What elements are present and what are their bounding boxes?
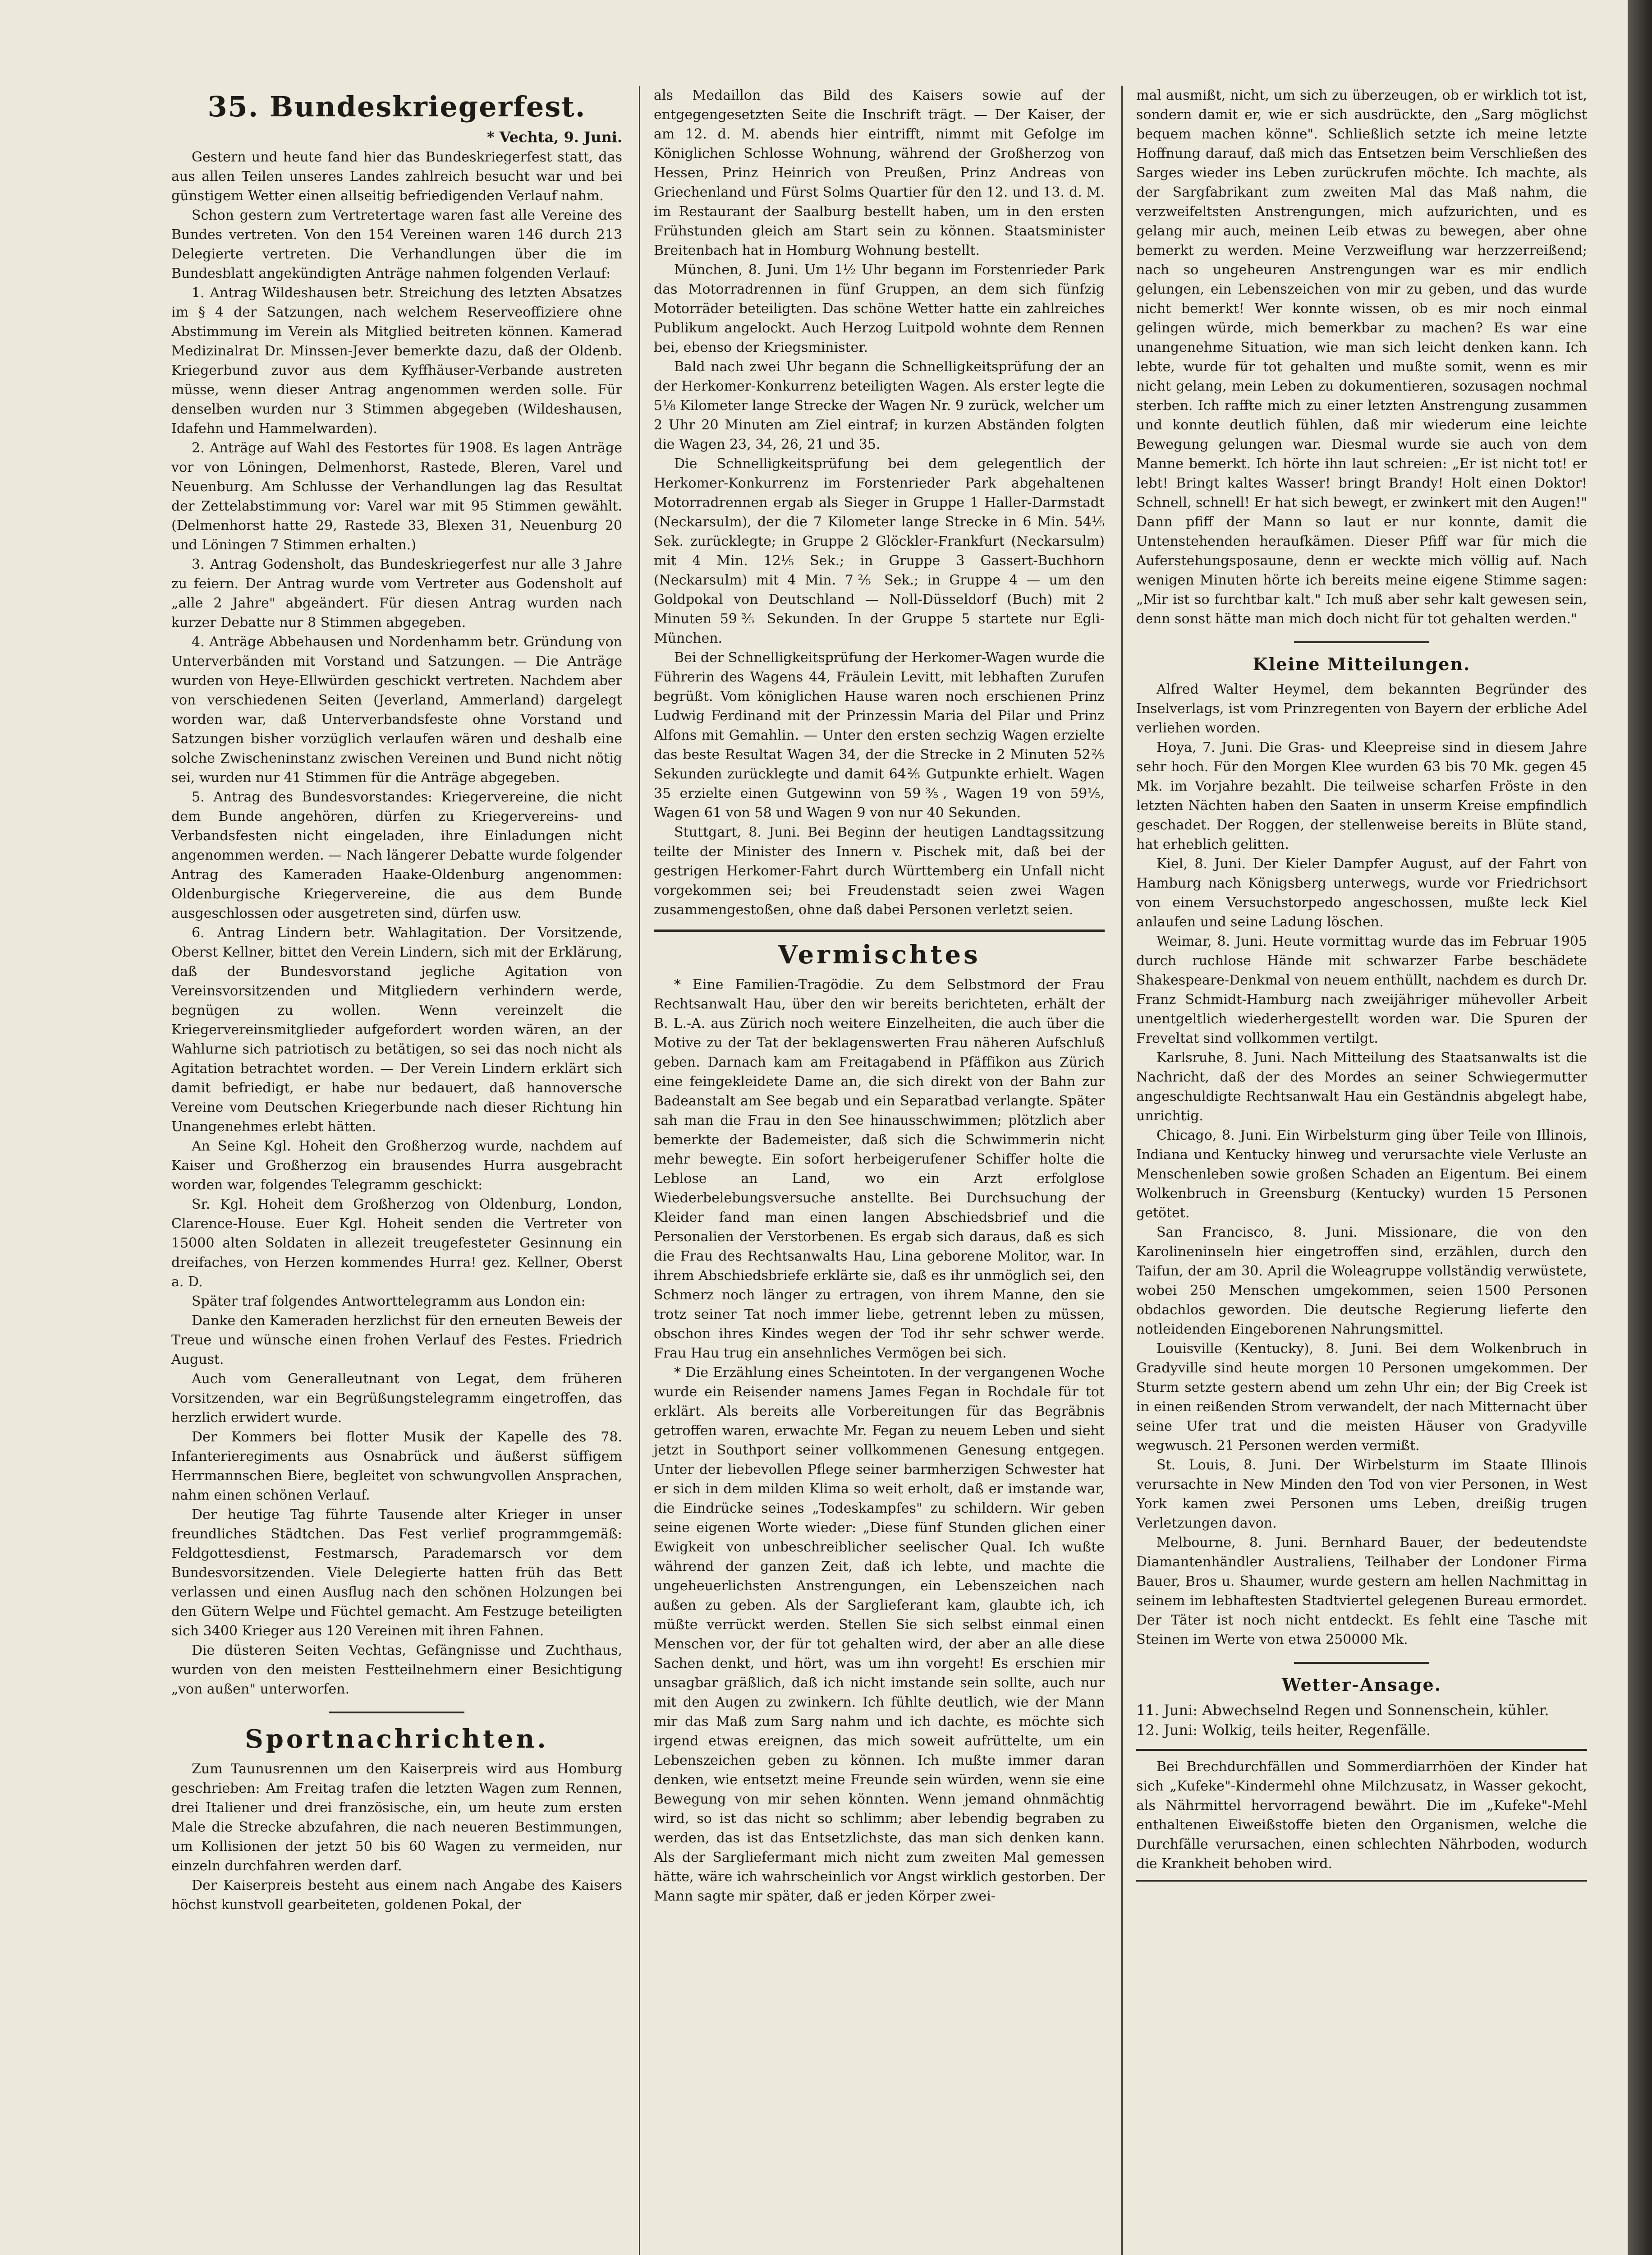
column-2: [639, 86, 1105, 2255]
headline-bundeskriegerfest: 35. Bundeskriegerfest.: [207, 90, 586, 123]
article-paragraph: Die Schnelligkeitsprüfung bei dem gelegentlich der Herkomer-Konkurrenz im Forstenrieder Park abgehaltenen Motorradrennen ergab als Sieger in Gruppe 1 Haller-Darmstadt (Neckarsulm), der die 7 Kilometer lange Strecke in 6 Min. 54⅕ Sek. zurücklegte; in Gruppe 2 Glöckler-Frankfurt (Neckarsulm) mit 4 Min. 12⅕ Sek.; in Gruppe 3 Gassert-Buchhorn (Neckarsulm) mit 4 Min. 7⅖ Sek.; in Gruppe 4 — um den Goldpokal von Deutschland — Noll-Düsseldorf (Buch) mit 2 Minuten 59⅗ Sekunden. In der Gruppe 5 startete nur Egli-München.: [654, 456, 1105, 646]
article-paragraph: Später traf folgendes Antworttelegramm aus London ein:: [192, 1293, 586, 1309]
dateline-vechta: * Vechta, 9. Juni.: [486, 129, 622, 146]
article-paragraph: Der heutige Tag führte Tausende alter Krieger in unser freundliches Städtchen. Das Fest verlief programmgemäß: Feldgottesdienst, Festmarsch, Parademarsch vor dem Bundesvorsitzenden. Viele Delegierte hatten früh das Bett verlassen und einen Ausflug nach den schönen Holzungen bei den Gütern Welpe und Füchtel gemacht. Am Festzuge beteiligten sich 3400 Krieger aus 120 Vereinen mit ihren Fahnen.: [171, 1507, 622, 1639]
advertisement-box: [1136, 1749, 1587, 1882]
article-paragraph: 4. Anträge Abbehausen und Nordenhamm betr. Gründung von Unterverbänden mit Vorstand und Satzungen. — Die Anträge wurden von Heye-Ellwürden geschickt vertreten. Nachdem aber von verschiedenen Seiten (Jeverland, Ammerland) dargelegt worden war, daß Unterverbandsfeste ohne Vorstand und Satzungen bisher vorzüglich verlaufen wären und deshalb eine solche Zwischeninstanz zwischen Vereinen und Bund nicht nötig sei, wurden nur 41 Stimmen für die Anträge abgegeben.: [171, 634, 622, 786]
article-paragraph: Auch vom Generalleutnant von Legat, dem früheren Vorsitzenden, war ein Begrüßungstelegramm eingetroffen, das herzlich erwidert wurde.: [171, 1371, 622, 1426]
weather-forecast-line: 11. Juni: Abwechselnd Regen und Sonnenschein, kühler.: [1136, 1702, 1549, 1719]
article-paragraph: 3. Antrag Godensholt, das Bundeskriegerfest nur alle 3 Jahre zu feiern. Der Antrag wurde vom Vertreter aus Godensholt auf „alle 2 Jahre" abgeändert. Für diesen Antrag wurden nach kurzer Debatte nur 8 Stimmen abgegeben.: [171, 557, 622, 630]
article-paragraph: 5. Antrag des Bundesvorstandes: Kriegervereine, die nicht dem Bunde angehören, dürfen zu Kriegervereins- und Verbandsfesten nicht eingeladen, ihre Einladungen nicht angenommen werden. — Nach längerer Debatte wurde folgender Antrag des Kameraden Haake-Oldenburg angenommen: Oldenburgische Kriegervereine, die aus dem Bunde ausgeschlossen oder ausgetreten sind, dürfen usw.: [171, 789, 622, 921]
column-3: [1121, 86, 1587, 2255]
news-item: Kiel, 8. Juni. Der Kieler Dampfer August, auf der Fahrt von Hamburg nach Königsberg unterwegs, wurde vor Friedrichsort von einem Versuchstorpedo angeschossen, mußte leck Kiel anlaufen und seine Ladung löschen.: [1136, 856, 1587, 930]
article-paragraph: Zum Taunusrennen um den Kaiserpreis wird aus Homburg geschrieben: Am Freitag trafen die letzten Wagen zum Rennen, drei Italiener und drei französische, ein, um heute zum ersten Male die Strecke abzufahren, die nach neueren Bestimmungen, um Kollisionen der jetzt 50 bis 60 Wagen zu vermeiden, nur einzeln durchfahren werden darf.: [171, 1761, 622, 1874]
advertisement-text: Bei Brechdurchfällen und Sommerdiarrhöen der Kinder hat sich „Kufeke"-Kindermehl ohne Milchzusatz, in Wasser gekocht, als Nährmittel hervorragend bewährt. Die im „Kufeke"-Mehl enthaltenen Eiweißstoffe bieten den Organismen, welche die Durchfälle verursachen, einen schlechten Nährboden, wodurch die Krankheit behoben wird.: [1136, 1759, 1587, 1872]
article-paragraph: Stuttgart, 8. Juni. Bei Beginn der heutigen Landtagssitzung teilte der Minister des Innern v. Pischek mit, daß bei der gestrigen Herkomer-Fahrt durch Württemberg ein Unfall nicht vorgekommen sei; bei Freudenstadt seien zwei Wagen zusammengestoßen, ohne daß dabei Personen verletzt seien.: [654, 824, 1105, 918]
news-item: Weimar, 8. Juni. Heute vormittag wurde das im Februar 1905 durch ruchlose Hände mit schwarzer Farbe beschädete Shakespeare-Denkmal von neuem enthüllt, nachdem es durch Dr. Franz Schmidt-Hamburg nach zweijähriger mühevoller Arbeit unentgeltlich wiederhergestellt worden war. Die Spuren der Freveltat sind vollkommen vertilgt.: [1136, 934, 1587, 1046]
article-paragraph: Der Kaiserpreis besteht aus einem nach Angabe des Kaisers höchst kunstvoll gearbeiteten, goldenen Pokal, der: [171, 1878, 622, 1913]
section-divider: [1294, 641, 1429, 643]
article-paragraph: * Eine Familien-Tragödie. Zu dem Selbstmord der Frau Rechtsanwalt Hau, über den wir bereits berichteten, erhält der B. L.-A. aus Zürich noch weitere Einzelheiten, die auch über die Motive zu der Tat der beklagenswerten Frau näheren Aufschluß geben. Darnach kam am Freitagabend in Pfäffikon aus Zürich eine feingekleidete Dame an, die sich direkt von der Bahn zur Badeanstalt am See begab und ein Separatbad verlangte. Später sah man die Frau in den See hinausschwimmen; plötzlich aber bemerkte der Bademeister, daß sich die Schwimmerin nicht mehr bewegte. Ein sofort herbeigerufener Schiffer holte die Leblose an Land, wo ein Arzt erfolglose Wiederbelebungsversuche anstellte. Bei Durchsuchung der Kleider fand man einen langen Abschiedsbrief und die Personalien der Verstorbenen. Es ergab sich daraus, daß es sich die Frau des Rechtsanwalts Hau, Lina geborene Molitor, war. In ihrem Abschiedsbriefe erklärte sie, daß es ihr unmöglich sei, den Schmerz noch länger zu ertragen, von ihrem Manne, den sie trotz seiner Tat noch immer liebe, getrennt leben zu müssen, obschon ihres Kindes wegen der Tod ihr sehr schwer werde. Frau Hau trug ein ansehnliches Vermögen bei sich.: [654, 977, 1105, 1361]
section-divider: [329, 1712, 464, 1713]
article-paragraph: 6. Antrag Lindern betr. Wahlagitation. Der Vorsitzende, Oberst Kellner, bittet den Verein Lindern, sich mit der Erklärung, daß der Bundesvorstand jegliche Agitation von Vereinsvorsitzenden und Mitgliedern verhindern werde, begnügen zu wollen. Wenn vereinzelt die Kriegervereinsmitglieder aufgefordert worden wären, an der Wahlurne sich patriotisch zu betätigen, so sei das noch nicht als Agitation betrachtet worden. — Der Verein Lindern erklärt sich damit befriedigt, er habe nur bedauert, daß hannoversche Vereine vom Deutschen Kriegerbunde nach dieser Richtung hin Unangenehmes erlebt hätten.: [171, 925, 622, 1135]
column-1: [171, 86, 622, 2255]
news-item: Alfred Walter Heymel, dem bekannten Begründer des Inselverlags, ist vom Prinzregenten von Bayern der erbliche Adel verliehen worden.: [1136, 681, 1587, 736]
news-item: Hoya, 7. Juni. Die Gras- und Kleepreise sind in diesem Jahre sehr hoch. Für den Morgen Klee wurden 63 bis 70 Mk. gegen 45 Mk. im Vorjahre bezahlt. Die teilweise scharfen Fröste in den letzten Nächten haben den Saaten in unserm Kreise empfindlich geschadet. Der Roggen, der stellenweise bereits in Blüte stand, hat erheblich gelitten.: [1136, 740, 1587, 852]
news-item: Chicago, 8. Juni. Ein Wirbelsturm ging über Teile von Illinois, Indiana und Kentucky hinweg und verursachte viele Verluste an Menschenleben sowie großen Schaden an Eigentum. Bei einem Wolkenbruch in Greensburg (Kentucky) wurden 15 Personen getötet.: [1136, 1128, 1587, 1221]
news-item: Karlsruhe, 8. Juni. Nach Mitteilung des Staatsanwalts ist die Nachricht, daß der des Mordes an seiner Schwiegermutter angeschuldigte Rechtsanwalt Hau ein Geständnis abgelegt habe, unrichtig.: [1136, 1050, 1587, 1124]
article-paragraph: * Die Erzählung eines Scheintoten. In der vergangenen Woche wurde ein Reisender namens James Fegan in Rochdale für tot erklärt. Als bereits alle Vorbereitungen für das Begräbnis getroffen waren, erwachte Mr. Fegan zu neuem Leben und sieht jetzt in Southport seiner vollkommenen Genesung entgegen. Unter der liebevollen Pflege seiner barmherzigen Schwester hat er sich in dem milden Klima so weit erholt, daß er imstande war, die Eindrücke seines „Todeskampfes" zu schildern. Wir geben seine eigenen Worte wieder: „Diese fünf Stunden glichen einer Ewigkeit von unbeschreiblicher seelischer Qual. Ich wußte während der ganzen Zeit, daß ich lebte, und machte die ungeheuerlichsten Anstrengungen, ein Lebenszeichen nach außen zu geben. Als der Sarglieferant kam, glaubte ich, ich müßte verrückt werden. Stellen Sie sich selbst einmal einen Menschen vor, der für tot gehalten wird, der aber an alle diese Sachen denkt, und hört, was um ihn vorgeht! Es erschien mir unsagbar gräßlich, daß ich nicht imstande sein sollte, auch nur mit den Augen zu zwinkern. Ich fühlte deutlich, wie der Mann mir das Maß zum Sarg nahm und ich dachte, es möchte sich irgend etwas ereignen, das mich soweit aufrüttelte, um ein Lebenszeichen geben zu können. Ich mußte immer daran denken, wie entsetzt meine Freunde sein würden, wenn sie eine Bewegung von mir sehen könnten. Wenn jemand ohnmächtig wird, so ist das nicht so schlimm; aber lebendig begraben zu werden, das ist das Entsetzlichste, das man sich denken kann. Als der Sargliefermant mich nicht zum zweiten Mal gemessen hätte, wäre ich wahrscheinlich vor Angst wirklich gestorben. Der Mann sagte mir später, daß er jeden Körper zwei-: [654, 1365, 1105, 1904]
headline-sportnachrichten: Sportnachrichten.: [245, 1724, 549, 1754]
article-paragraph: An Seine Kgl. Hoheit den Großherzog wurde, nachdem auf Kaiser und Großherzog ein brausendes Hurra ausgebracht worden war, folgendes Telegramm geschickt:: [171, 1138, 622, 1193]
article-paragraph: Bald nach zwei Uhr begann die Schnelligkeitsprüfung der an der Herkomer-Konkurrenz beteiligten Wagen. Als erster legte die 5⅛ Kilometer lange Strecke der Wagen Nr. 9 zurück, welcher um 2 Uhr 20 Minuten am Ziel eintraf; in kurzen Abständen folgten die Wagen 23, 34, 26, 21 und 35.: [654, 359, 1105, 452]
section-divider: [1294, 1662, 1429, 1664]
article-paragraph: Der Kommers bei flotter Musik der Kapelle des 78. Infanterieregiments aus Osnabrück und äußerst süffigem Herrmannschen Biere, begleitet von schwungvollen Ansprachen, nahm einen schönen Verlauf.: [171, 1429, 622, 1503]
article-paragraph: Die düsteren Seiten Vechtas, Gefängnisse und Zuchthaus, wurden von den meisten Festteilnehmern einer Besichtigung „von außen" unterworfen.: [171, 1643, 622, 1697]
news-item: Louisville (Kentucky), 8. Juni. Bei dem Wolkenbruch in Gradyville sind heute morgen 10 Personen umgekommen. Der Sturm setzte gestern abend um zehn Uhr ein; der Big Creek ist in einen reißenden Strom verwandelt, der nach Mitternacht über seine Ufer trat und die meisten Häuser von Gradyville wegwusch. 21 Personen werden vermißt.: [1136, 1341, 1587, 1454]
book-binding-edge: [1628, 0, 1652, 2255]
headline-wetter-ansage: Wetter-Ansage.: [1282, 1675, 1441, 1695]
headline-vermischtes: Vermischtes: [778, 940, 981, 970]
article-paragraph: Bei der Schnelligkeitsprüfung der Herkomer-Wagen wurde die Führerin des Wagens 44, Fräulein Levitt, mit lebhaften Zurufen begrüßt. Vom königlichen Hause waren noch erschienen Prinz Ludwig Ferdinand mit der Prinzessin Maria del Pilar und Prinz Alfons mit Gemahlin. — Unter den ersten sechzig Wagen erzielte das beste Resultat Wagen 34, der die Strecke in 2 Minuten 52⅖ Sekunden zurücklegte und damit 64⅖ Gutpunkte erhielt. Wagen 35 erzielte einen Gutgewinn von 59⅗, Wagen 19 von 59⅕, Wagen 61 von 58 und Wagen 9 von nur 40 Sekunden.: [654, 650, 1105, 821]
article-paragraph: Danke den Kameraden herzlichst für den erneuten Beweis der Treue und wünsche einen frohen Verlauf des Festes. Friedrich August.: [171, 1313, 622, 1367]
article-paragraph: 1. Antrag Wildeshausen betr. Streichung des letzten Absatzes im § 4 der Satzungen, nach welchem Reserveoffiziere ohne Abstimmung im Verein als Mitglied beitreten können. Kamerad Medizinalrat Dr. Minssen-Jever bemerkte dazu, daß der Oldenb. Kriegerbund zuvor aus dem Kyffhäuser-Verbande austreten müsse, wenn dieser Antrag angenommen werden solle. Für denselben wurden nur 3 Stimmen abgegeben (Wildeshausen, Idafehn und Hammelwarden).: [171, 285, 622, 437]
news-item: Melbourne, 8. Juni. Bernhard Bauer, der bedeutendste Diamantenhändler Australiens, Teilhaber der Londoner Firma Bauer, Bros u. Shaumer, wurde gestern am hellen Nachmittag in seinem im lebhaftesten Stadtviertel gelegenen Bureau ermordet. Der Täter ist noch nicht entdeckt. Es fehlt eine Tasche mit Steinen im Werte von etwa 250000 Mk.: [1136, 1535, 1587, 1648]
article-paragraph: Schon gestern zum Vertretertage waren fast alle Vereine des Bundes vertreten. Von den 154 Vereinen waren 146 durch 213 Delegierte vertreten. Die Verhandlungen über die im Bundesblatt angekündigten Anträge nahmen folgenden Verlauf:: [171, 207, 622, 281]
columns: [171, 86, 1596, 2255]
weather-forecast-line: 12. Juni: Wolkig, teils heiter, Regenfälle.: [1136, 1721, 1431, 1739]
headline-kleine-mitteilungen: Kleine Mitteilungen.: [1253, 654, 1471, 674]
section-divider: [654, 930, 1105, 932]
article-paragraph: 2. Anträge auf Wahl des Festortes für 1908. Es lagen Anträge vor von Löningen, Delmenhorst, Rastede, Bleren, Varel und Neuenburg. Am Schlusse der Verhandlungen lag das Resultat der Zettelabstimmung vor: Varel war mit 95 Stimmen gewählt. (Delmenhorst hatte 29, Rastede 33, Blexen 31, Neuenburg 20 und Löningen 7 Stimmen erhalten.): [171, 440, 622, 553]
article-paragraph: Sr. Kgl. Hoheit dem Großherzog von Oldenburg, London, Clarence-House. Euer Kgl. Hoheit senden die Vertreter von 15000 alten Soldaten in allezeit treugefesteter Gesinnung ein dreifaches, von Herzen kommendes Hurra! gez. Kellner, Oberst a. D.: [171, 1197, 622, 1290]
article-paragraph: München, 8. Juni. Um 1½ Uhr begann im Forstenrieder Park das Motorradrennen in fünf Gruppen, an dem sich fünfzig Motorräder beteiligten. Das schöne Wetter hatte ein zahlreiches Publikum angelockt. Auch Herzog Luitpold wohnte dem Rennen bei, ebenso der Kriegsminister.: [654, 262, 1105, 355]
article-paragraph: Gestern und heute fand hier das Bundeskriegerfest statt, das aus allen Teilen unseres Landes zahlreich besucht war und bei günstigem Wetter einen allseitig befriedigenden Verlauf nahm.: [171, 149, 622, 204]
news-item: St. Louis, 8. Juni. Der Wirbelsturm im Staate Illinois verursachte in New Minden den Tod von vier Personen, in West York kamen zwei Personen ums Leben, dreißig trugen Verletzungen davon.: [1136, 1457, 1587, 1531]
news-item: San Francisco, 8. Juni. Missionare, die von den Karolineninseln hier eingetroffen sind, erzählen, durch den Taifun, der am 30. April die Woleagruppe vollständig verwüstete, wobei 250 Menschen umgekommen, seien 1500 Personen obdachlos geworden. Die deutsche Regierung lieferte den notleidenden Eingeborenen Nahrungsmittel.: [1136, 1224, 1587, 1337]
article-paragraph: mal ausmißt, nicht, um sich zu überzeugen, ob er wirklich tot ist, sondern damit er, wie er sich ausdrückte, den „Sarg möglichst bequem machen könne". Schließlich setzte ich meine letzte Hoffnung darauf, daß mich das Entsetzen beim Verschließen des Sarges wieder ins Leben zurückrufen möchte. Ich machte, als der Sargfabrikant zum zweiten Mal das Maß nahm, die verzweifeltsten Anstrengungen, mich aufzurichten, und es gelang mir auch, meinen Leib etwas zu bewegen, aber ohne bemerkt zu werden. Meine Verzweiflung war herzzerreißend; nach so ungeheuren Anstrengungen war es mir endlich gelungen, ein Lebenszeichen von mir zu geben, und das wurde nicht bemerkt! Wer konnte wissen, ob es mir noch einmal gelingen würde, mich bemerkbar zu machen? Es war eine unangenehme Situation, wie man sich leicht denken kann. Ich lebte, wurde für tot gehalten und mußte somit, wenn es mir nicht gelang, mein Leben zu dokumentieren, sozusagen nochmal sterben. Ich raffte mich zu einer letzten Anstrengung zusammen und konnte deutlich fühlen, daß mir wiederum eine leichte Bewegung gelungen war. Diesmal wurde sie auch von dem Manne bemerkt. Ich hörte ihn laut schreien: „Er ist nicht tot! er lebt! Bringt kaltes Wasser! bringt Brandy! Holt einen Doktor! Schnell, schnell! Er hat sich bewegt, er zwinkert mit den Augen!" Dann pfiff der Mann so laut er nur konnte, damit die Untenstehenden heraufkämen. Dieser Pfiff war für mich die Auferstehungsposaune, denn er weckte mich völlig auf. Nach wenigen Minuten hörte ich bereits meine eigene Stimme sagen: „Mir ist so furchtbar kalt." Ich muß aber sehr kalt gewesen sein, denn sonst hätte man mich doch nicht für tot gehalten werden.": [1136, 87, 1587, 627]
article-paragraph: als Medaillon das Bild des Kaisers sowie auf der entgegengesetzten Seite die Inschrift trägt. — Der Kaiser, der am 12. d. M. abends hier eintrifft, nimmt mit Gefolge im Königlichen Schlosse Wohnung, während der Großherzog von Hessen, Prinz Heinrich von Preußen, Prinz Andreas von Griechenland und Fürst Solms Quartier für den 12. und 13. d. M. im Restaurant der Saalburg bestellt haben, um in den ersten Frühstunden gleich am Start sein zu können. Staatsminister Breitenbach hat in Homburg Wohnung bestellt.: [654, 87, 1105, 258]
